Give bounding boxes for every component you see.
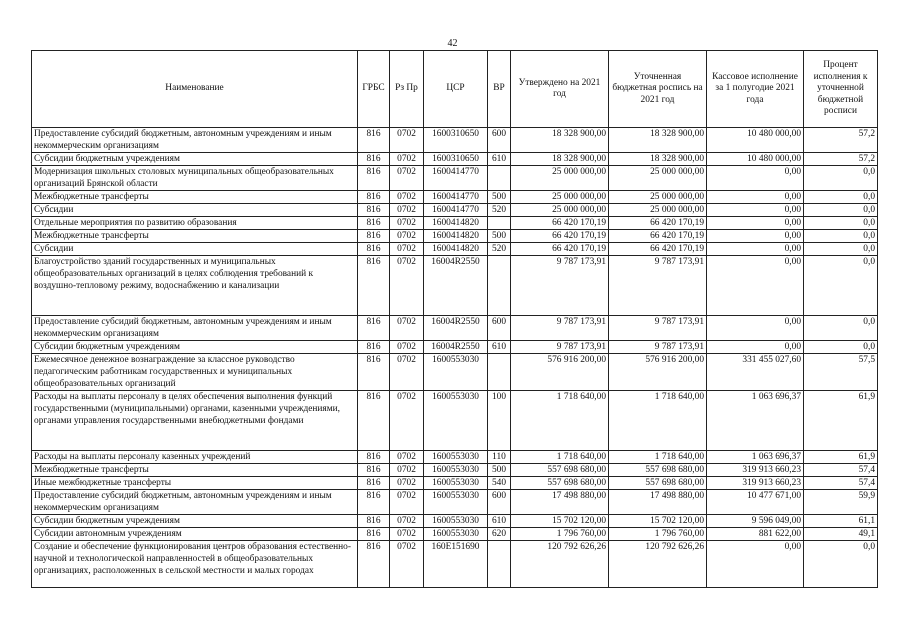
cell-percent: 57,4 — [804, 464, 878, 477]
cell-refined: 66 420 170,19 — [609, 217, 707, 230]
cell-vr — [488, 541, 511, 588]
cell-cash: 10 480 000,00 — [707, 153, 804, 166]
cell-refined: 18 328 900,00 — [609, 128, 707, 153]
cell-vr — [488, 217, 511, 230]
header-refined: Уточненная бюджетная роспись на 2021 год — [609, 51, 707, 128]
cell-rzpr: 0702 — [390, 128, 424, 153]
cell-refined: 25 000 000,00 — [609, 166, 707, 191]
cell-cash: 0,00 — [707, 204, 804, 217]
cell-vr: 610 — [488, 515, 511, 528]
cell-percent: 57,2 — [804, 128, 878, 153]
cell-vr: 500 — [488, 191, 511, 204]
cell-rzpr: 0702 — [390, 217, 424, 230]
cell-csr: 1600414770 — [424, 166, 488, 191]
table-row — [32, 391, 878, 451]
cell-approved: 9 787 173,91 — [511, 256, 609, 316]
cell-percent: 0,0 — [804, 191, 878, 204]
cell-vr: 600 — [488, 490, 511, 515]
table-row — [32, 166, 878, 191]
cell-percent: 61,1 — [804, 515, 878, 528]
cell-percent: 59,9 — [804, 490, 878, 515]
table-row — [32, 451, 878, 464]
cell-vr: 500 — [488, 464, 511, 477]
table-row — [32, 128, 878, 153]
cell-rzpr: 0702 — [390, 464, 424, 477]
header-approved: Утверждено на 2021 год — [511, 51, 609, 128]
cell-vr: 100 — [488, 391, 511, 451]
cell-cash: 0,00 — [707, 166, 804, 191]
cell-rzpr: 0702 — [390, 528, 424, 541]
cell-rzpr: 0702 — [390, 451, 424, 464]
cell-refined: 18 328 900,00 — [609, 153, 707, 166]
cell-csr: 1600553030 — [424, 477, 488, 490]
cell-refined: 9 787 173,91 — [609, 256, 707, 316]
cell-refined: 66 420 170,19 — [609, 243, 707, 256]
cell-cash: 1 063 696,37 — [707, 451, 804, 464]
cell-name: Субсидии — [32, 204, 358, 217]
cell-percent: 57,4 — [804, 477, 878, 490]
cell-cash: 0,00 — [707, 191, 804, 204]
cell-grbs: 816 — [358, 451, 390, 464]
cell-approved: 25 000 000,00 — [511, 191, 609, 204]
cell-grbs: 816 — [358, 230, 390, 243]
cell-grbs: 816 — [358, 128, 390, 153]
cell-name: Расходы на выплаты персоналу в целях обеспечения выполнения функций государственными (муниципальными) органами, казенными учреждениями, органами управления государственными внебюджетными фондами — [32, 391, 358, 451]
cell-percent: 0,0 — [804, 341, 878, 354]
cell-name: Благоустройство зданий государственных и муниципальных общеобразовательных организаций в целях соблюдения требований к воздушно-тепловому режиму, водоснабжению и канализации — [32, 256, 358, 316]
cell-refined: 1 718 640,00 — [609, 391, 707, 451]
table-row — [32, 541, 878, 588]
cell-rzpr: 0702 — [390, 153, 424, 166]
cell-name: Межбюджетные трансферты — [32, 191, 358, 204]
cell-grbs: 816 — [358, 217, 390, 230]
header-csr: ЦСР — [424, 51, 488, 128]
cell-percent: 57,5 — [804, 354, 878, 391]
cell-grbs: 816 — [358, 391, 390, 451]
cell-name: Создание и обеспечение функционирования центров образования естественно-научной и технологической направленностей в общеобразовательных организациях, расположенных в сельской местности и малых городах — [32, 541, 358, 588]
cell-percent: 0,0 — [804, 316, 878, 341]
cell-name: Межбюджетные трансферты — [32, 464, 358, 477]
cell-rzpr: 0702 — [390, 354, 424, 391]
cell-name: Субсидии — [32, 243, 358, 256]
table-header-row — [32, 51, 878, 128]
cell-csr: 16004R2550 — [424, 316, 488, 341]
cell-grbs: 816 — [358, 477, 390, 490]
cell-name: Ежемесячное денежное вознаграждение за классное руководство педагогическим работникам государственных и муниципальных общеобразовательных организаций — [32, 354, 358, 391]
cell-name: Предоставление субсидий бюджетным, автономным учреждениям и иным некоммерческим организациям — [32, 128, 358, 153]
table-row — [32, 316, 878, 341]
cell-name: Субсидии автономным учреждениям — [32, 528, 358, 541]
cell-name: Субсидии бюджетным учреждениям — [32, 153, 358, 166]
cell-csr: 1600414770 — [424, 191, 488, 204]
cell-csr: 1600553030 — [424, 528, 488, 541]
cell-grbs: 816 — [358, 541, 390, 588]
cell-rzpr: 0702 — [390, 477, 424, 490]
table-row — [32, 243, 878, 256]
cell-approved: 9 787 173,91 — [511, 316, 609, 341]
table-row — [32, 217, 878, 230]
cell-name: Отдельные мероприятия по развитию образования — [32, 217, 358, 230]
cell-grbs: 816 — [358, 464, 390, 477]
cell-vr — [488, 166, 511, 191]
cell-csr: 1600553030 — [424, 490, 488, 515]
cell-grbs: 816 — [358, 490, 390, 515]
cell-refined: 557 698 680,00 — [609, 477, 707, 490]
table-row — [32, 354, 878, 391]
cell-percent: 0,0 — [804, 217, 878, 230]
cell-cash: 10 477 671,00 — [707, 490, 804, 515]
table-row — [32, 153, 878, 166]
cell-refined: 1 796 760,00 — [609, 528, 707, 541]
cell-approved: 1 796 760,00 — [511, 528, 609, 541]
cell-vr: 500 — [488, 230, 511, 243]
cell-percent: 0,0 — [804, 256, 878, 316]
cell-approved: 18 328 900,00 — [511, 128, 609, 153]
cell-approved: 557 698 680,00 — [511, 477, 609, 490]
cell-grbs: 816 — [358, 191, 390, 204]
cell-name: Предоставление субсидий бюджетным, автономным учреждениям и иным некоммерческим организациям — [32, 316, 358, 341]
cell-csr: 1600414820 — [424, 217, 488, 230]
cell-refined: 25 000 000,00 — [609, 191, 707, 204]
cell-refined: 25 000 000,00 — [609, 204, 707, 217]
cell-name: Модернизация школьных столовых муниципальных общеобразовательных организаций Брянской области — [32, 166, 358, 191]
header-cash: Кассовое исполнение за 1 полугодие 2021 года — [707, 51, 804, 128]
cell-csr: 16004R2550 — [424, 341, 488, 354]
cell-vr: 610 — [488, 341, 511, 354]
cell-csr: 1600414820 — [424, 230, 488, 243]
cell-vr: 620 — [488, 528, 511, 541]
cell-percent: 49,1 — [804, 528, 878, 541]
cell-percent: 0,0 — [804, 166, 878, 191]
cell-refined: 120 792 626,26 — [609, 541, 707, 588]
cell-vr: 600 — [488, 128, 511, 153]
cell-refined: 576 916 200,00 — [609, 354, 707, 391]
cell-refined: 1 718 640,00 — [609, 451, 707, 464]
cell-csr: 16004R2550 — [424, 256, 488, 316]
table-row — [32, 256, 878, 316]
cell-vr: 520 — [488, 243, 511, 256]
cell-rzpr: 0702 — [390, 204, 424, 217]
cell-approved: 1 718 640,00 — [511, 391, 609, 451]
cell-name: Субсидии бюджетным учреждениям — [32, 341, 358, 354]
cell-name: Предоставление субсидий бюджетным, автономным учреждениям и иным некоммерческим организациям — [32, 490, 358, 515]
header-grbs: ГРБС — [358, 51, 390, 128]
cell-rzpr: 0702 — [390, 243, 424, 256]
cell-grbs: 816 — [358, 256, 390, 316]
table-row — [32, 464, 878, 477]
cell-grbs: 816 — [358, 204, 390, 217]
cell-rzpr: 0702 — [390, 391, 424, 451]
header-vr: ВР — [488, 51, 511, 128]
cell-grbs: 816 — [358, 316, 390, 341]
cell-grbs: 816 — [358, 515, 390, 528]
cell-rzpr: 0702 — [390, 490, 424, 515]
cell-cash: 1 063 696,37 — [707, 391, 804, 451]
cell-csr: 1600553030 — [424, 391, 488, 451]
cell-name: Иные межбюджетные трансферты — [32, 477, 358, 490]
cell-refined: 15 702 120,00 — [609, 515, 707, 528]
cell-approved: 9 787 173,91 — [511, 341, 609, 354]
cell-approved: 66 420 170,19 — [511, 230, 609, 243]
cell-refined: 17 498 880,00 — [609, 490, 707, 515]
cell-vr: 520 — [488, 204, 511, 217]
cell-vr — [488, 256, 511, 316]
cell-vr: 600 — [488, 316, 511, 341]
cell-percent: 0,0 — [804, 243, 878, 256]
cell-csr: 1600414820 — [424, 243, 488, 256]
cell-percent: 0,0 — [804, 230, 878, 243]
cell-csr: 160E151690 — [424, 541, 488, 588]
cell-approved: 557 698 680,00 — [511, 464, 609, 477]
cell-approved: 66 420 170,19 — [511, 243, 609, 256]
budget-table — [31, 50, 878, 588]
cell-cash: 9 596 049,00 — [707, 515, 804, 528]
cell-refined: 557 698 680,00 — [609, 464, 707, 477]
cell-grbs: 816 — [358, 528, 390, 541]
cell-csr: 1600553030 — [424, 451, 488, 464]
table-row — [32, 477, 878, 490]
table-row — [32, 490, 878, 515]
cell-rzpr: 0702 — [390, 191, 424, 204]
cell-approved: 66 420 170,19 — [511, 217, 609, 230]
cell-approved: 25 000 000,00 — [511, 166, 609, 191]
cell-percent: 61,9 — [804, 391, 878, 451]
cell-refined: 9 787 173,91 — [609, 316, 707, 341]
cell-cash: 881 622,00 — [707, 528, 804, 541]
cell-approved: 17 498 880,00 — [511, 490, 609, 515]
cell-vr: 610 — [488, 153, 511, 166]
cell-cash: 0,00 — [707, 341, 804, 354]
cell-percent: 57,2 — [804, 153, 878, 166]
cell-grbs: 816 — [358, 153, 390, 166]
cell-cash: 0,00 — [707, 541, 804, 588]
cell-approved: 576 916 200,00 — [511, 354, 609, 391]
cell-rzpr: 0702 — [390, 230, 424, 243]
cell-grbs: 816 — [358, 166, 390, 191]
cell-percent: 61,9 — [804, 451, 878, 464]
cell-grbs: 816 — [358, 341, 390, 354]
cell-name: Субсидии бюджетным учреждениям — [32, 515, 358, 528]
cell-name: Межбюджетные трансферты — [32, 230, 358, 243]
cell-cash: 331 455 027,60 — [707, 354, 804, 391]
table-row — [32, 515, 878, 528]
cell-approved: 18 328 900,00 — [511, 153, 609, 166]
cell-vr: 540 — [488, 477, 511, 490]
cell-refined: 66 420 170,19 — [609, 230, 707, 243]
cell-percent: 0,0 — [804, 541, 878, 588]
cell-rzpr: 0702 — [390, 166, 424, 191]
header-percent: Процент исполнения к уточненной бюджетной росписи — [804, 51, 878, 128]
cell-cash: 0,00 — [707, 316, 804, 341]
cell-cash: 0,00 — [707, 230, 804, 243]
cell-rzpr: 0702 — [390, 541, 424, 588]
cell-csr: 1600553030 — [424, 464, 488, 477]
cell-csr: 1600310650 — [424, 153, 488, 166]
cell-csr: 1600414770 — [424, 204, 488, 217]
page-number: 42 — [447, 38, 458, 49]
table-row — [32, 528, 878, 541]
cell-cash: 0,00 — [707, 217, 804, 230]
cell-rzpr: 0702 — [390, 515, 424, 528]
cell-refined: 9 787 173,91 — [609, 341, 707, 354]
cell-cash: 319 913 660,23 — [707, 464, 804, 477]
table-row — [32, 191, 878, 204]
cell-grbs: 816 — [358, 243, 390, 256]
table-row — [32, 204, 878, 217]
cell-approved: 25 000 000,00 — [511, 204, 609, 217]
cell-cash: 0,00 — [707, 243, 804, 256]
cell-cash: 0,00 — [707, 256, 804, 316]
header-name: Наименование — [32, 51, 358, 128]
header-rzpr: Рз Пр — [390, 51, 424, 128]
cell-approved: 1 718 640,00 — [511, 451, 609, 464]
cell-vr — [488, 354, 511, 391]
cell-vr: 110 — [488, 451, 511, 464]
cell-cash: 319 913 660,23 — [707, 477, 804, 490]
cell-cash: 10 480 000,00 — [707, 128, 804, 153]
cell-csr: 1600310650 — [424, 128, 488, 153]
cell-csr: 1600553030 — [424, 354, 488, 391]
cell-percent: 0,0 — [804, 204, 878, 217]
cell-name: Расходы на выплаты персоналу казенных учреждений — [32, 451, 358, 464]
cell-rzpr: 0702 — [390, 316, 424, 341]
cell-csr: 1600553030 — [424, 515, 488, 528]
cell-grbs: 816 — [358, 354, 390, 391]
cell-rzpr: 0702 — [390, 256, 424, 316]
table-row — [32, 341, 878, 354]
cell-rzpr: 0702 — [390, 341, 424, 354]
cell-approved: 15 702 120,00 — [511, 515, 609, 528]
cell-approved: 120 792 626,26 — [511, 541, 609, 588]
table-row — [32, 230, 878, 243]
